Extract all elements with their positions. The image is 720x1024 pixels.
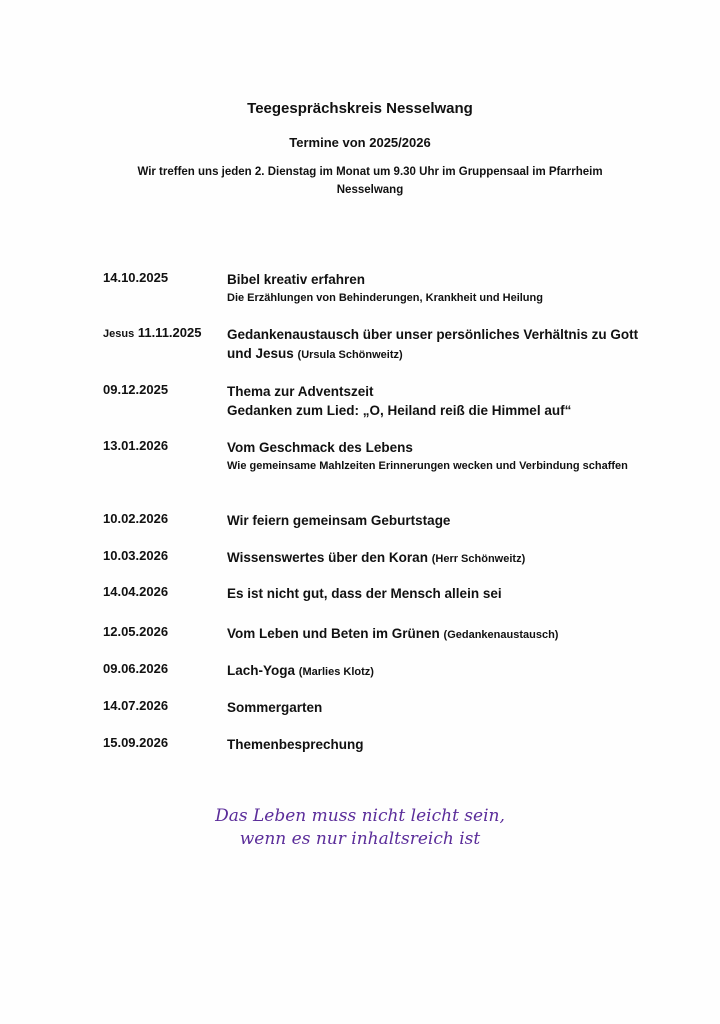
entry-date-value: 11.11.2025: [137, 325, 202, 340]
entry-detail: Die Erzählungen von Behinderungen, Krankheit und Heilung: [227, 292, 543, 304]
intro-text: Wir treffen uns jeden 2. Dienstag im Monat um 9.30 Uhr im Gruppensaal im Pfarrheim Nesselwang: [137, 166, 603, 196]
entry-topic-title: Gedankenaustausch über unser persönliches Verhältnis zu Gott und Jesus: [227, 327, 639, 361]
entry-topic: [227, 438, 647, 475]
entry-date: 10.03.2026: [103, 548, 169, 563]
quote-line-2: wenn es nur inhaltsreich ist: [239, 829, 481, 849]
entry-topic-title: Themenbesprechung: [227, 737, 364, 752]
entry-date: 13.01.2026: [103, 438, 169, 453]
entry-date: 09.12.2025: [103, 382, 169, 397]
entry-date: 14.10.2025: [103, 270, 169, 285]
entry-topic: [227, 511, 647, 530]
entry-detail: Wie gemeinsame Mahlzeiten Erinnerungen wecken und Verbindung schaffen: [227, 460, 628, 472]
closing-quote: [0, 805, 720, 851]
entry-topic-line2: Gedanken zum Lied: „O, Heiland reiß die Himmel auf“: [227, 403, 572, 418]
entry-topic-title: Es ist nicht gut, dass der Mensch allein sei: [227, 586, 502, 601]
quote-line-1: Das Leben muss nicht leicht sein,: [215, 806, 505, 826]
entry-date: [103, 325, 201, 340]
entry-date: 09.06.2026: [103, 661, 169, 676]
entry-topic-title: Vom Leben und Beten im Grünen: [227, 626, 440, 641]
page-subtitle: Termine von 2025/2026: [289, 135, 431, 150]
entry-topic: [227, 548, 647, 569]
entry-date: 12.05.2026: [103, 624, 169, 639]
entry-note: (Herr Schönweitz): [431, 553, 526, 565]
entry-topic-title: Wissenswertes über den Koran: [227, 550, 428, 565]
entry-date: 10.02.2026: [103, 511, 169, 526]
entry-note: (Marlies Klotz): [298, 666, 374, 678]
entry-topic-title: Sommergarten: [227, 700, 323, 715]
entry-topic-title: Thema zur Adventszeit: [227, 384, 374, 399]
page-title: Teegesprächskreis Nesselwang: [247, 100, 473, 117]
entry-date-prefix: Jesus: [103, 328, 135, 340]
entry-date: 14.07.2026: [103, 698, 169, 713]
entry-topic-title: Wir feiern gemeinsam Geburtstage: [227, 513, 451, 528]
entry-date: 15.09.2026: [103, 735, 169, 750]
entry-topic: [227, 661, 647, 682]
entry-date: 14.04.2026: [103, 584, 169, 599]
entry-topic: [227, 382, 647, 420]
entry-topic-title: Vom Geschmack des Lebens: [227, 440, 413, 455]
entry-topic: [227, 325, 647, 365]
entry-topic: [227, 270, 647, 307]
entry-topic-title: Lach-Yoga: [227, 663, 296, 678]
entry-topic: [227, 698, 647, 717]
entry-topic: [227, 735, 647, 754]
entry-topic: [227, 584, 647, 603]
entry-note: (Gedankenaustausch): [443, 629, 559, 641]
entry-topic: [227, 624, 647, 645]
entry-note: (Ursula Schönweitz): [297, 349, 403, 361]
entry-topic-title: Bibel kreativ erfahren: [227, 272, 366, 287]
